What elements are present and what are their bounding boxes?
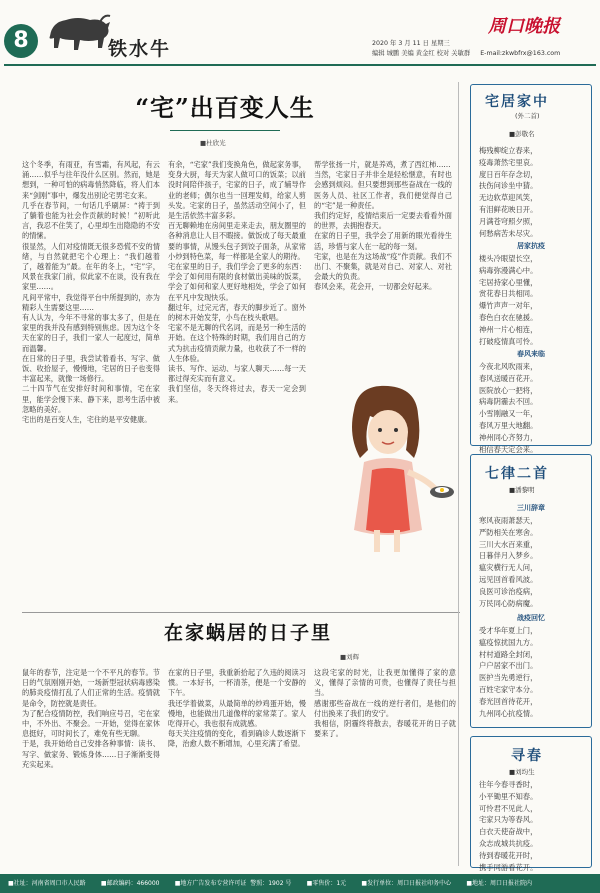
footer-bar bbox=[0, 874, 600, 893]
poem-3-title: 春风来临 bbox=[517, 350, 545, 358]
poem-3-text: 今夜北风吹雨来， 春风送暖百花开。 医院放心一把将， 病毒阴霾去不回。 小雪刚融又一年， 春风万里大地翻。 神州同心齐努力， 相信春天定会来。 bbox=[479, 362, 538, 454]
article1-title: “宅”出百变人生 bbox=[135, 93, 315, 122]
article2-byline: ■刘辉 bbox=[340, 653, 360, 661]
poem-box-3-text: 往年今春寻香时， 小平锄里不知春。 可怜君不见此人， 宅家只为等春风。 白衣天使奋战中， 众志成城共抗疫。 待到春暖花开时， 携手同游看花开。 bbox=[479, 780, 538, 872]
page-number-badge: 8 bbox=[4, 24, 38, 58]
poem-box-2-text-1: 寒风夜雨萧瑟天， 严防相关在寒舍。 三川大水百来重， 日暮伴月入梦乡。 瘟灾横行无人问， 远见回首看风波。 良医可诊治疫病， 万民同心防病魔。 bbox=[479, 516, 538, 608]
ox-illustration bbox=[44, 8, 114, 54]
section-divider bbox=[22, 612, 460, 613]
title-underline bbox=[170, 130, 280, 131]
article1-byline: ■杜欣光 bbox=[200, 139, 226, 147]
article2-column-2: 在家的日子里，我重新拾起了久违的阅读习惯。一本好书，一杯清茶，便是一个安静的下午。 我还学着做菜，从最简单的炒鸡蛋开始，慢慢地，也能做出几道像样的家常菜了。家人吃得开心，我也很有成就感。 每天关注疫情的变化，看到确诊人数逐渐下降，治愈人数不断增加，心里充满了希望。 bbox=[168, 668, 306, 749]
editors: 编辑 城鹏 美编 黄金红 校对 关敏群 bbox=[372, 50, 471, 57]
column-title: 铁水牛 bbox=[108, 38, 172, 60]
poem-box-1-author: ■彭敬名 bbox=[509, 130, 535, 138]
newspaper-name: 周口晚报 bbox=[488, 16, 560, 37]
poem-box-2-text-2: 受才华年夏上门， 瘟疫惊扰国九方。 村村道路全封闭， 户户居家不出门。 医护当先勇逆行， 百姓宅家守本分。 春光回首待花开， 九州同心抗疫情。 bbox=[479, 626, 538, 718]
issue-date: 2020 年 3 月 11 日 星期三 bbox=[372, 40, 450, 47]
poem-box-2 bbox=[470, 454, 592, 728]
article1-column-1: 这个冬季，有雨亚，有雪霜，有风起，有云涌……似乎与往年没什么区别。然而，她是想到，一种可怕的病毒悄然降临，将人们本来“剑刚”事中，爆发出别论宅男宅女来。 几乎在春节间，一句话几乎刷屏：“祷于到了躺着也能为社会作贡献的时候！”初听此言，我忍不住笑了，心里却生出隐隐的不安的情愫。 很显然，人们对疫情既无很多恐慌不安的情绪，与自然就把宅个心理上：“我们越着了，越着能为”最。在年的冬上，“宅”字，风景在我家门前，似此家不在谈，没有我在家里……。 凡间平常中，我觉得平台中所提到的，亦为精彩人生需要这里…… 有人认为，今年不寻常的事太多了，但是在家里的我并没有感到特别焦虑。因为这个冬天在家的日子，我们一家人一起度过，简单而温馨。 在日常的日子里，我尝试着看书、写字、做饭、收拾屋子，慢慢地，宅居的日子也变得丰富起来，就像一场修行。 二十四节气在安排好时间和事情，宅在家里，能学会慢下来、静下来，思考生活中被忽略的美好。 宅出的是百变人生，宅住的是平安健康。 bbox=[22, 160, 160, 425]
poem-2-text: 楼头冷眼望长空， 病毒弥漫满心中。 宅居持家心里懂， 赏花春日共相同。 爆竹声声一对年， 春色白衣在驰援。 神州一片心相连， 打破疫情真可怜。 bbox=[479, 254, 538, 346]
poem-box-1-subtitle: (外二首) bbox=[515, 112, 540, 120]
poem-box-2-subtitle-1: 三川辞章 bbox=[517, 504, 545, 512]
poem-box-1-title: 宅居家中 bbox=[485, 94, 549, 110]
article2-column-1: 鼠年的春节，注定是一个不平凡的春节。节日的气氛刚刚开始，一场新型冠状病毒感染的肺炎疫情打乱了人们正常的生活。疫情就是命令，防控就是责任。 为了配合疫情防控，我们响应号召，宅在家中，不外出、不聚会。一开始，觉得在家休息挺好，可时间长了，难免有些无聊。 于是，我开始给自己安排各种事情：读书、写字、做家务、锻炼身体……日子渐渐变得充实起来。 bbox=[22, 668, 160, 769]
poem-box-2-title: 七律二首 bbox=[485, 466, 549, 482]
editor-info bbox=[372, 48, 560, 57]
poem-box-3 bbox=[470, 736, 592, 872]
poem-box-3-author: ■刘均生 bbox=[509, 768, 535, 776]
article1-column-2: 有余，“宅家”我们变换角色，做起家务事，变身大厨，每天为家人做可口的饭菜；以前没时间陪伴孩子，宅家的日子，成了辅导作业的老师；偶尔也当一回理发师，给家人剪头发。宅家的日子，虽然活动空间小了，但是生活依然丰富多彩。 百无聊赖地在房间里走来走去，朋友圈里的各种消息让人目不暇接。做饭成了每天最重要的事情，从馒头包子到饺子面条，从家常小炒到特色菜，每一样都是全家人的期待。 宅在家里的日子，我们学会了更多的东西：学会了如何用有限的食材做出美味的饭菜，学会了如何和家人更好地相处，学会了如何在平凡中发现快乐。 翻过年，过完元宵，春天的脚步近了。窗外的树木开始发芽，小鸟在枝头歌唱。 宅家不是无聊的代名词，而是另一种生活的开始。在这个特殊的时期，我们用自己的方式为抗击疫情贡献力量，也收获了不一样的人生体验。 读书、写作、运动、与家人聊天……每一天都过得充实而有意义。 我们坚信，冬天终将过去，春天一定会到来。 bbox=[168, 160, 306, 404]
masthead-rule bbox=[4, 64, 596, 66]
footer-text: ■社址：河南省周口市人民路 ■邮政编码：466000 ■地方广告发布专营许可证 警照：1902 号 ■零售价：1元 ■发行单位：周口日报社印务中心 ■地址：周口日报社院内 bbox=[8, 880, 533, 887]
sidebar-divider bbox=[458, 82, 459, 866]
poem-box-1 bbox=[470, 84, 592, 454]
article2-title: 在家蜗居的日子里 bbox=[163, 622, 332, 644]
poem-box-2-author: ■潘黎明 bbox=[509, 486, 535, 494]
poem-1-text: 梅残柳绽立春来， 疫毒萧然宅里哀。 度日百年存念切， 扶伤问诊坐中猜。 无边软草迎风笑， 有泪鲜花映日开。 月满苍穹照夕照， 何愁病苦未尽灾。 bbox=[479, 146, 538, 238]
poem-2-title: 居家抗疫 bbox=[517, 242, 545, 250]
article2-column-3: 这段宅家的时光，让我更加懂得了家的意义，懂得了亲情的可贵，也懂得了责任与担当。 感谢那些奋战在一线的逆行者们，是他们的付出换来了我们的安宁。 我相信，阴霾终将散去，春暖花开的日子就要来了。 bbox=[314, 668, 456, 739]
cooking-woman-illustration bbox=[318, 380, 458, 558]
poem-box-3-title: 寻春 bbox=[511, 748, 543, 764]
poem-box-2-subtitle-2: 战疫回忆 bbox=[517, 614, 545, 622]
article1-column-3: 帮学张扬一片，就是养鸡，煮了西红柿…… 当然，宅家日子并非全是轻松惬意，有时也会感到烦闷。但只要想到那些奋战在一线的医务人员、社区工作者，我们便觉得自己的“宅”是一种责任。 我们约定好，疫情结束后一定要去看看外面的世界，去拥抱春天。 在家的日子里，我学会了用新的眼光看待生活，珍惜与家人在一起的每一刻。 宅家，也是在为这场战“疫”作贡献。我们不出门、不聚集，就是对自己、对家人、对社会最大的负责。 春风会来，花会开，一切都会好起来。 bbox=[314, 160, 452, 292]
email: E-mail:zkwbfrx@163.com bbox=[480, 50, 561, 57]
